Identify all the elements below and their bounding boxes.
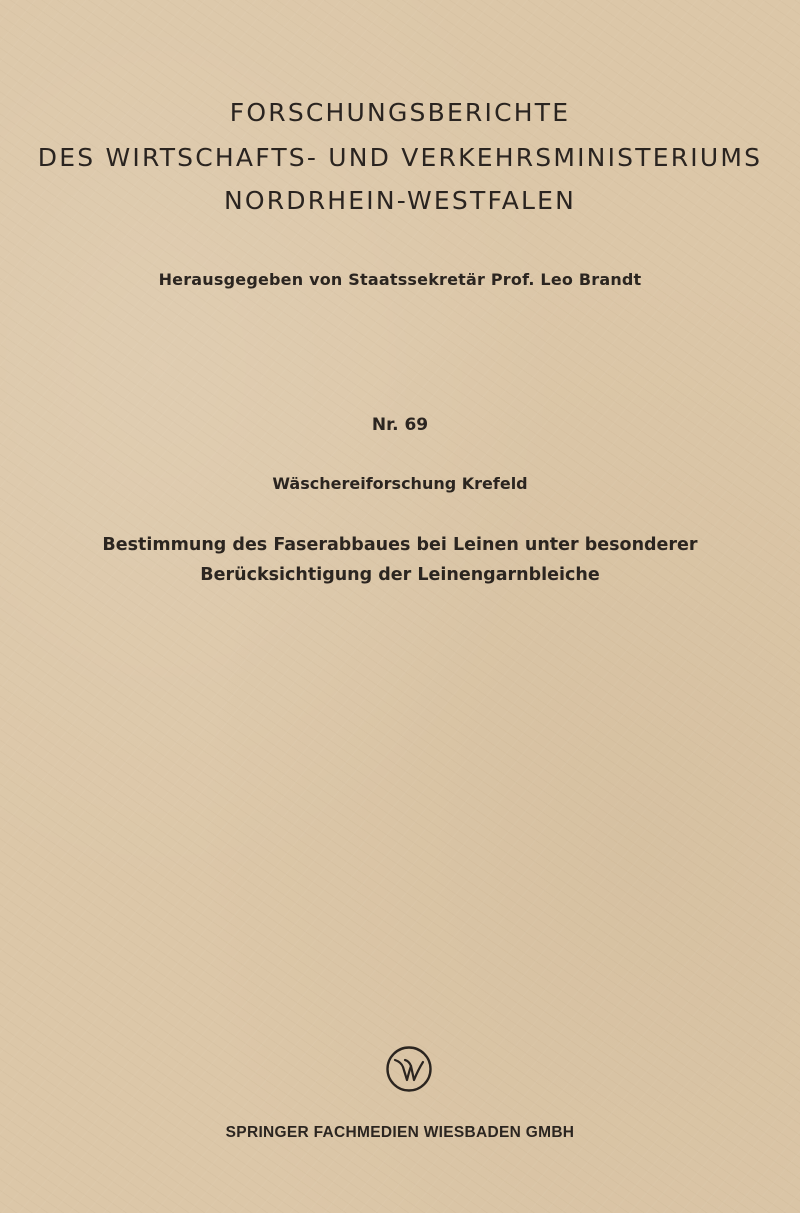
- series-title-line-1: FORSCHUNGSBERICHTE: [229, 98, 571, 127]
- report-title-line-1: Bestimmung des Faserabbaues bei Leinen unter besonderer: [102, 535, 698, 555]
- editor-credit: Herausgegeben von Staatssekretär Prof. Leo Brandt: [158, 270, 642, 289]
- publisher-name: SPRINGER FACHMEDIEN WIESBADEN GMBH: [225, 1124, 575, 1141]
- report-title-line-2: Berücksichtigung der Leinengarnbleiche: [200, 565, 600, 585]
- publisher-logo-icon: [385, 1045, 433, 1093]
- issue-number: Nr. 69: [371, 415, 429, 435]
- institute-name: Wäschereiforschung Krefeld: [272, 474, 528, 493]
- series-title-line-2: DES WIRTSCHAFTS- UND VERKEHRSMINISTERIUMS: [37, 143, 763, 172]
- series-title-line-3: NORDRHEIN-WESTFALEN: [223, 186, 577, 215]
